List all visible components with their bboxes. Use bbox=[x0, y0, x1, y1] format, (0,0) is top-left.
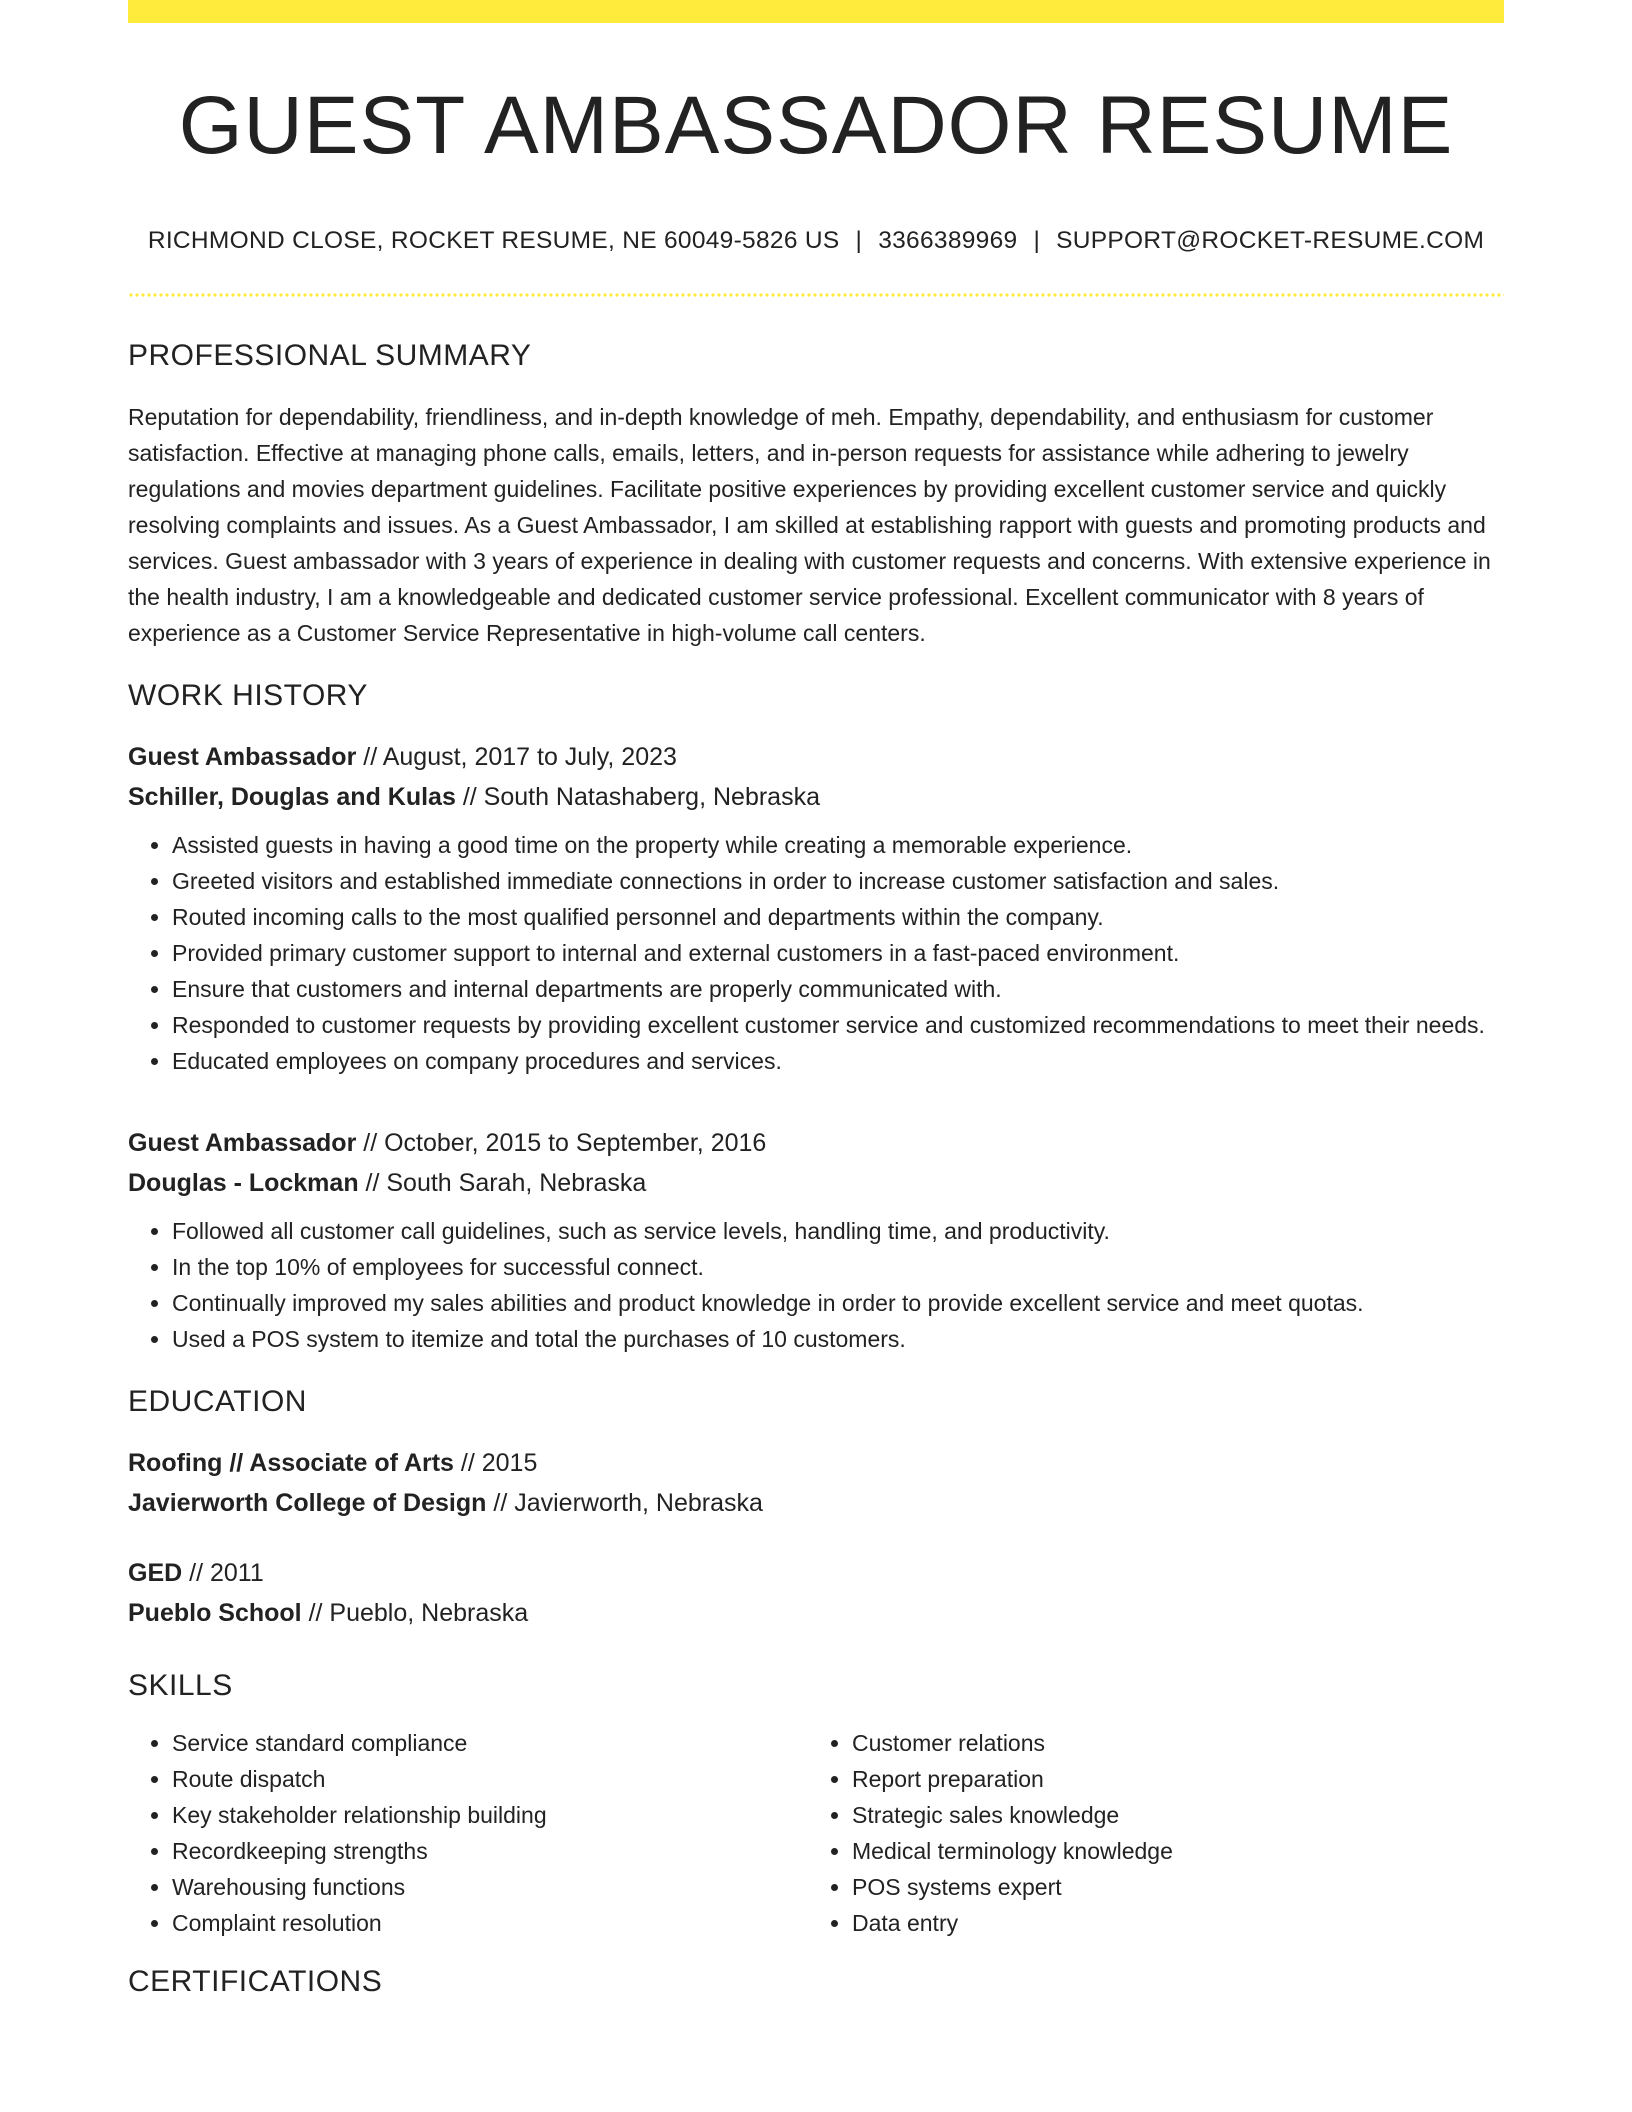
accent-bar bbox=[128, 0, 1504, 23]
list-item: • Ensure that customers and internal departments are properly communicated with. bbox=[172, 971, 1504, 1007]
education-school: Javierworth College of Design bbox=[128, 1489, 487, 1518]
job-company: Schiller, Douglas and Kulas bbox=[128, 783, 456, 812]
dotted-divider bbox=[128, 293, 1504, 297]
job-location: // South Natashaberg, Nebraska bbox=[455, 783, 820, 812]
resume-title: GUEST AMBASSADOR RESUME bbox=[178, 80, 1454, 171]
contact-line bbox=[128, 227, 1504, 255]
list-item: • Greeted visitors and established immediate connections in order to increase customer satisfaction and sales. bbox=[172, 863, 1504, 899]
education-degree-line bbox=[128, 1553, 1504, 1593]
job-company-line bbox=[128, 777, 1504, 817]
list-item: • Route dispatch bbox=[172, 1761, 808, 1797]
skills-heading: SKILLS bbox=[128, 1669, 233, 1703]
job-location: // South Sarah, Nebraska bbox=[358, 1169, 647, 1198]
job-position: Guest Ambassador bbox=[128, 743, 357, 772]
education-year: // 2011 bbox=[182, 1559, 264, 1588]
list-item: • POS systems expert bbox=[852, 1869, 1488, 1905]
work-history-heading: WORK HISTORY bbox=[128, 679, 368, 713]
list-item: • Followed all customer call guidelines, such as service levels, handling time, and productivity. bbox=[172, 1213, 1504, 1249]
education-school: Pueblo School bbox=[128, 1599, 302, 1628]
list-item: • Medical terminology knowledge bbox=[852, 1833, 1488, 1869]
list-item: • Recordkeeping strengths bbox=[172, 1833, 808, 1869]
job-bullets bbox=[128, 1213, 1504, 1357]
resume-page bbox=[128, 0, 1504, 1999]
list-item: • Data entry bbox=[852, 1905, 1488, 1941]
list-item: • Warehousing functions bbox=[172, 1869, 808, 1905]
job-dates: // August, 2017 to July, 2023 bbox=[356, 743, 677, 772]
skills-column-right bbox=[808, 1725, 1488, 1941]
education-degree: GED bbox=[128, 1559, 183, 1588]
education-school-line bbox=[128, 1483, 1504, 1523]
job-company: Douglas - Lockman bbox=[128, 1169, 359, 1198]
education-degree-line bbox=[128, 1443, 1504, 1483]
list-item: • Responded to customer requests by providing excellent customer service and customized recommendations to meet their needs. bbox=[172, 1007, 1504, 1043]
job-position-line bbox=[128, 1123, 1504, 1163]
job-position: Guest Ambassador bbox=[128, 1129, 357, 1158]
certifications-heading: CERTIFICATIONS bbox=[128, 1965, 383, 1999]
contact-separator: | bbox=[1033, 227, 1041, 255]
job-position-line bbox=[128, 737, 1504, 777]
education-entry bbox=[128, 1443, 1504, 1523]
list-item: • Complaint resolution bbox=[172, 1905, 808, 1941]
summary-text: Reputation for dependability, friendliness, and in-depth knowledge of meh. Empathy, dependability, and enthusiasm for customer satisfaction. Effective at managing phone calls, emails, letters, and in-person requests for assistance while adhering to jewelry regulations and movies department guidelines. Facilitate positive experiences by providing excellent customer service and quickly resolving complaints and issues. As a Guest Ambassador, I am skilled at establishing rapport with guests and promoting products and services. Guest ambassador with 3 years of experience in dealing with customer requests and concerns. With extensive experience in the health industry, I am a knowledgeable and dedicated customer service professional. Excellent communicator with 8 years of experience as a Customer Service Representative in high-volume call centers. bbox=[128, 404, 1491, 647]
education-year: // 2015 bbox=[453, 1449, 538, 1478]
job-bullets bbox=[128, 827, 1504, 1079]
list-item: • Assisted guests in having a good time on the property while creating a memorable experience. bbox=[172, 827, 1504, 863]
contact-email[interactable]: SUPPORT@ROCKET-RESUME.COM bbox=[1056, 227, 1485, 255]
list-item: • Educated employees on company procedures and services. bbox=[172, 1043, 1504, 1079]
skills-column-left bbox=[128, 1725, 808, 1941]
list-item: • Key stakeholder relationship building bbox=[172, 1797, 808, 1833]
list-item: • Customer relations bbox=[852, 1725, 1488, 1761]
list-item: • Routed incoming calls to the most qualified personnel and departments within the company. bbox=[172, 899, 1504, 935]
job-entry bbox=[128, 737, 1504, 1079]
list-item: • Report preparation bbox=[852, 1761, 1488, 1797]
education-entry bbox=[128, 1553, 1504, 1633]
contact-address: RICHMOND CLOSE, ROCKET RESUME, NE 60049-5826 US bbox=[147, 227, 840, 255]
skills-grid bbox=[128, 1725, 1504, 1941]
summary-heading: PROFESSIONAL SUMMARY bbox=[128, 339, 532, 373]
education-location: // Pueblo, Nebraska bbox=[301, 1599, 529, 1628]
contact-separator: | bbox=[855, 227, 863, 255]
list-item: • Continually improved my sales abilities and product knowledge in order to provide excellent service and meet quotas. bbox=[172, 1285, 1504, 1321]
education-location: // Javierworth, Nebraska bbox=[486, 1489, 763, 1518]
job-company-line bbox=[128, 1163, 1504, 1203]
education-degree: Roofing // Associate of Arts bbox=[128, 1449, 454, 1478]
contact-phone: 3366389969 bbox=[878, 227, 1018, 255]
job-dates: // October, 2015 to September, 2016 bbox=[356, 1129, 767, 1158]
list-item: • Service standard compliance bbox=[172, 1725, 808, 1761]
list-item: • Strategic sales knowledge bbox=[852, 1797, 1488, 1833]
job-entry bbox=[128, 1123, 1504, 1357]
education-school-line bbox=[128, 1593, 1504, 1633]
list-item: • Used a POS system to itemize and total the purchases of 10 customers. bbox=[172, 1321, 1504, 1357]
list-item: • In the top 10% of employees for successful connect. bbox=[172, 1249, 1504, 1285]
list-item: • Provided primary customer support to internal and external customers in a fast-paced environment. bbox=[172, 935, 1504, 971]
education-heading: EDUCATION bbox=[128, 1385, 307, 1419]
